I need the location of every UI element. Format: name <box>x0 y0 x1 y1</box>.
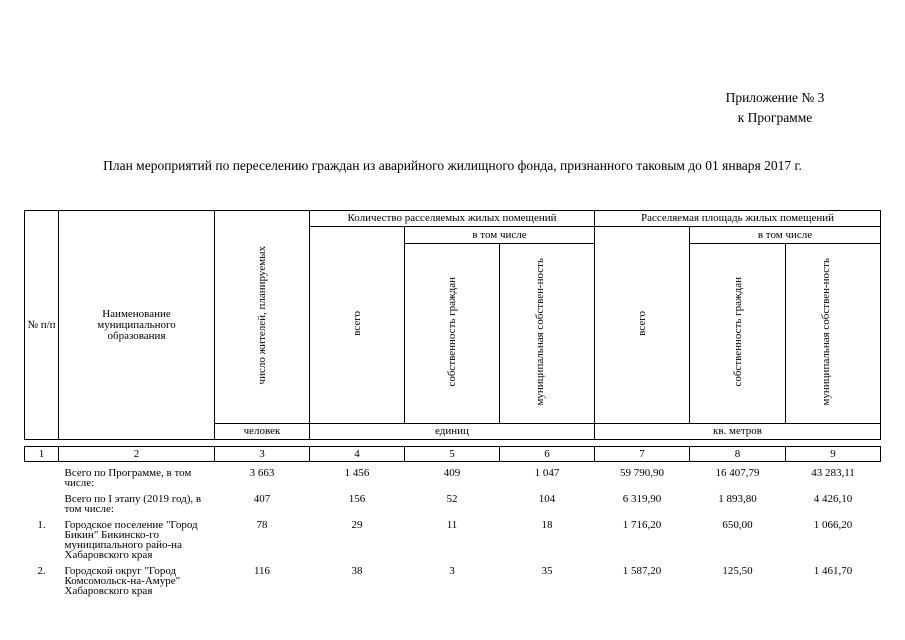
row-rooms-municipal: 35 <box>541 565 553 577</box>
row-residents: 3 663 <box>249 467 275 479</box>
header-area-municipal-label: муниципальная собствен-ность <box>820 258 832 406</box>
unit-units: единиц <box>310 424 595 440</box>
row-rooms-citizens: 52 <box>446 493 458 505</box>
header-rooms-total-label: всего <box>351 311 363 336</box>
row-area-municipal: 43 283,11 <box>811 467 855 479</box>
table-row <box>25 468 881 494</box>
row-area-total: 1 716,20 <box>622 519 662 531</box>
appendix-line-2: к Программе <box>737 110 813 125</box>
row-name: Городской округ "Город Комсомольск-на-Амуре" Хабаровского края <box>64 565 181 597</box>
row-area-citizens: 125,50 <box>722 565 753 577</box>
row-area-municipal: 4 426,10 <box>813 493 853 505</box>
col-num-9: 9 <box>786 447 881 462</box>
row-rooms-citizens: 409 <box>443 467 461 479</box>
column-number-row <box>25 440 881 469</box>
row-rooms-total: 156 <box>348 493 366 505</box>
row-area-total: 1 587,20 <box>622 565 662 577</box>
row-rooms-total: 1 456 <box>344 467 370 479</box>
table-row <box>25 566 881 602</box>
row-num <box>25 494 59 520</box>
header-rooms-citizens-label: собственность граждан <box>446 277 458 387</box>
row-residents: 407 <box>253 493 271 505</box>
row-area-citizens: 16 407,79 <box>715 467 760 479</box>
header-rooms-municipal <box>500 244 595 424</box>
row-name: Всего по Программе, в том числе: <box>64 467 192 489</box>
row-rooms-municipal: 1 047 <box>534 467 560 479</box>
row-area-citizens: 650,00 <box>722 519 753 531</box>
appendix-line-1: Приложение № 3 <box>725 90 825 105</box>
row-residents: 116 <box>253 565 271 577</box>
col-num-1: 1 <box>25 447 59 462</box>
table-body <box>25 468 881 602</box>
row-num: 2. <box>37 565 46 577</box>
row-rooms-total: 38 <box>351 565 363 577</box>
header-rooms-in-that: в том числе <box>405 227 595 244</box>
row-num <box>25 468 59 494</box>
header-rooms-municipal-label: муниципальная собствен-ность <box>534 258 546 406</box>
col-num-8: 8 <box>690 447 786 462</box>
unit-area: кв. метров <box>595 424 881 440</box>
header-area-total <box>595 227 690 424</box>
header-area-group: Расселяемая площадь жилых помещений <box>595 211 881 227</box>
row-rooms-municipal: 18 <box>541 519 553 531</box>
table-header <box>25 211 881 440</box>
table-row <box>25 494 881 520</box>
header-area-total-label: всего <box>636 311 648 336</box>
row-rooms-total: 29 <box>351 519 363 531</box>
resettlement-plan-table <box>24 210 881 602</box>
row-name: Городское поселение "Город Бикин" Бикинско-го муниципального райо-на Хабаровского края <box>64 519 198 561</box>
appendix-note <box>705 88 845 128</box>
header-residents <box>215 211 310 424</box>
header-area-in-that: в том числе <box>690 227 881 244</box>
header-rooms-group: Количество расселяемых жилых помещений <box>310 211 595 227</box>
document-title: План мероприятий по переселению граждан из аварийного жилищного фонда, признанного таковым до 01 января 2017 г. <box>103 158 802 173</box>
col-num-3: 3 <box>215 447 310 462</box>
col-num-6: 6 <box>500 447 595 462</box>
header-residents-label: число жителей, планируемых <box>256 246 268 385</box>
row-area-total: 6 319,90 <box>622 493 662 505</box>
header-name: Наименование муниципального образования <box>59 211 215 440</box>
col-num-5: 5 <box>405 447 500 462</box>
header-area-municipal <box>786 244 881 424</box>
table-row <box>25 520 881 566</box>
row-num: 1. <box>37 519 46 531</box>
header-rooms-citizens <box>405 244 500 424</box>
row-rooms-municipal: 104 <box>538 493 556 505</box>
header-num: № п/п <box>25 211 59 440</box>
row-area-municipal: 1 066,20 <box>813 519 853 531</box>
col-num-7: 7 <box>595 447 690 462</box>
header-area-citizens-label: собственность граждан <box>731 277 744 387</box>
row-residents: 78 <box>256 519 268 531</box>
row-area-municipal: 1 461,70 <box>813 565 853 577</box>
row-area-citizens: 1 893,80 <box>718 493 757 505</box>
row-area-total: 59 790,90 <box>620 467 664 479</box>
row-rooms-citizens: 11 <box>446 519 458 531</box>
unit-people: человек <box>215 424 310 440</box>
header-area-citizens <box>690 244 786 424</box>
col-num-4: 4 <box>310 447 405 462</box>
row-rooms-citizens: 3 <box>449 565 455 577</box>
header-rooms-total <box>310 227 405 424</box>
col-num-2: 2 <box>59 447 215 462</box>
row-name: Всего по I этапу (2019 год), в том числе: <box>64 493 202 515</box>
